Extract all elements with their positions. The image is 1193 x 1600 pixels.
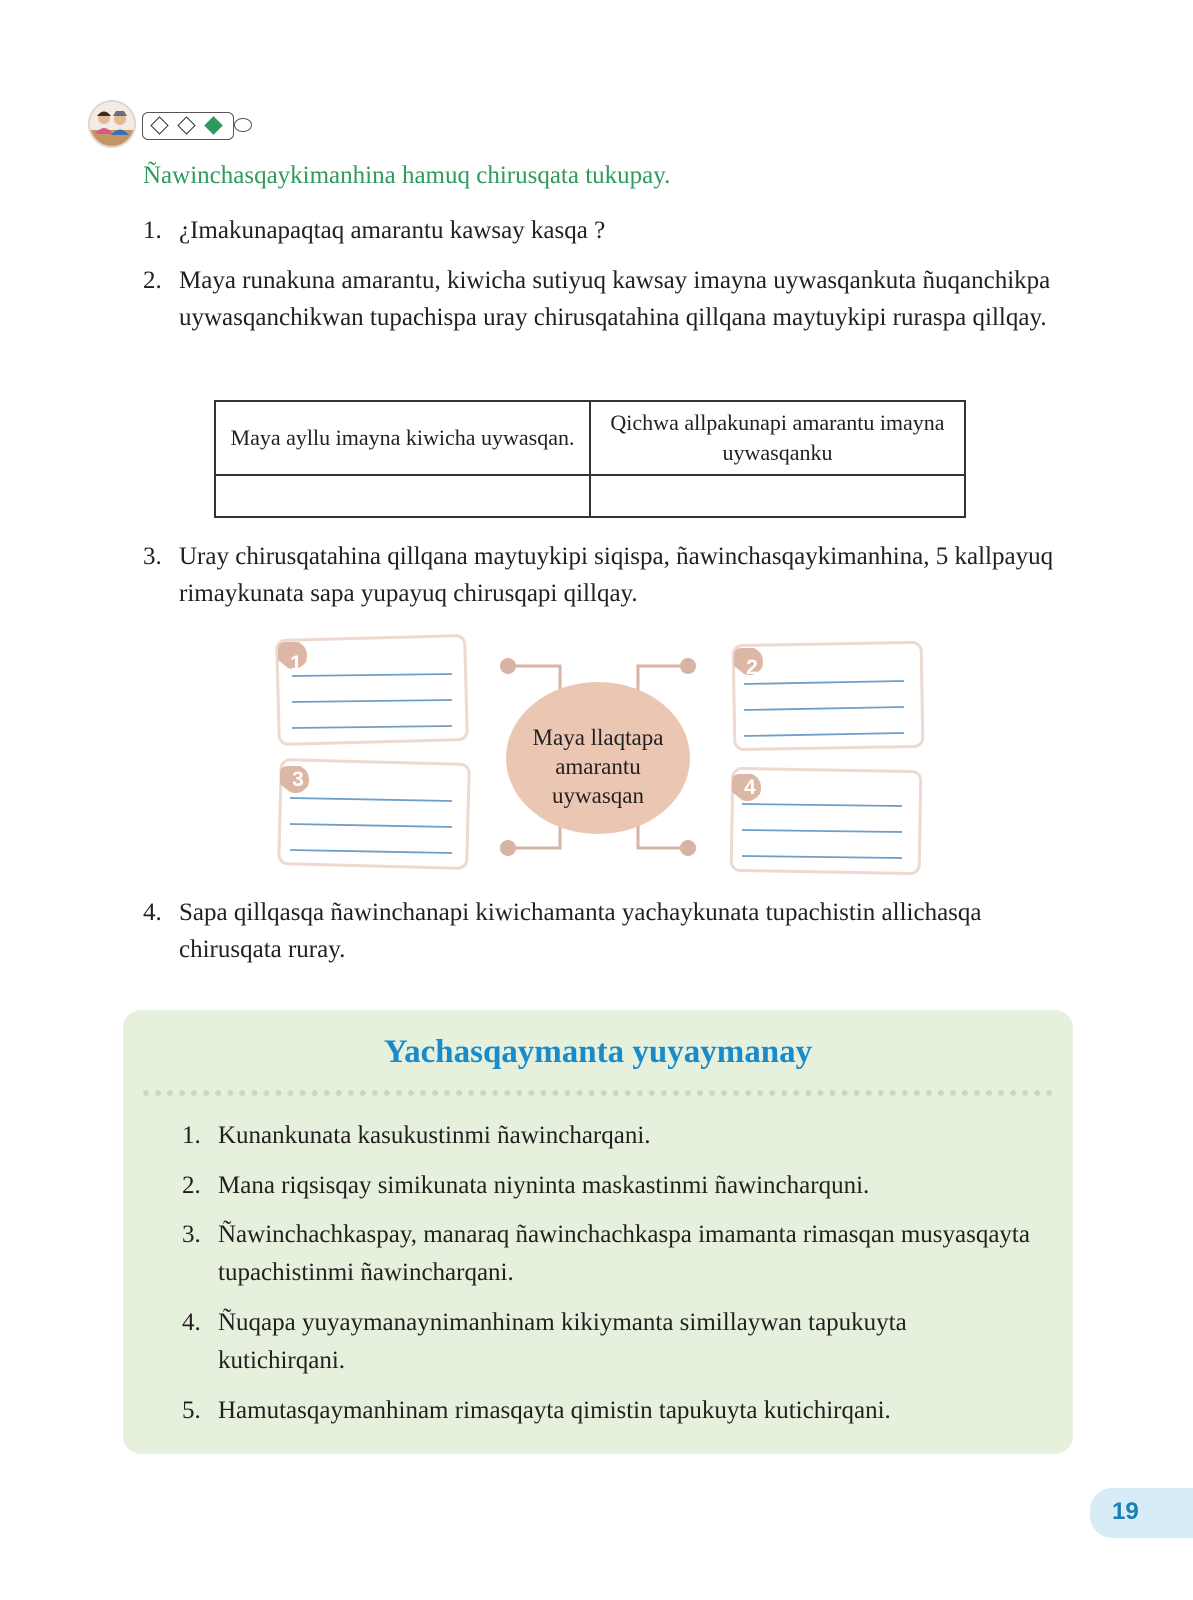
question-number: 4. <box>143 899 162 926</box>
review-title: Yachasqaymanta yuyaymanay <box>383 1034 813 1070</box>
review-number: 2. <box>182 1172 201 1199</box>
box-number: 4 <box>744 776 756 799</box>
center-label-line3: uywasqan <box>552 783 644 808</box>
difficulty-level-tag <box>142 112 234 140</box>
diamond-filled-icon <box>204 116 222 134</box>
review-number: 1. <box>182 1122 201 1149</box>
center-label-line1: Maya llaqtapa <box>532 725 664 750</box>
question-text: Uray chirusqatahina qillqana maytuykipi siqispa, ñawinchasqaykimanhina, 5 kallpayuq rimaykunata sapa yupayuq chirusqapi qillqay. <box>179 543 1054 607</box>
connector-dot <box>680 658 696 674</box>
question-text: Maya runakuna amarantu, kiwicha sutiyuq kawsay imayna uywasqankuta ñuqanchikpa uywasqanchikwan tupachispa uray chirusqatahina qillqana maytuykipi ruraspa qillqay. <box>179 267 1051 331</box>
note-box-1 <box>277 636 468 745</box>
mind-map-diagram <box>270 628 930 884</box>
diamond-empty-icon <box>177 116 195 134</box>
table-header-maya: Maya ayllu imayna kiwicha uywasqan. <box>215 401 590 475</box>
table-cell-empty <box>590 475 965 517</box>
students-avatar-icon <box>88 100 136 148</box>
question-number: 2. <box>143 267 162 294</box>
note-box-4 <box>731 768 921 873</box>
box-number: 3 <box>292 768 304 791</box>
activity-header-icons <box>88 100 268 152</box>
question-text: Sapa qillqasqa ñawinchanapi kiwichamanta yachaykunata tupachistin allichasqa chirusqata ruray. <box>179 899 982 963</box>
table-header-qichwa: Qichwa allpakunapi amarantu imayna uywasqanku <box>590 401 965 475</box>
review-number: 3. <box>182 1221 201 1248</box>
note-box-2 <box>733 642 923 749</box>
page-number-tab <box>1090 1488 1193 1538</box>
tag-string-icon <box>234 118 252 132</box>
dotted-divider <box>143 1090 1053 1096</box>
box-number: 2 <box>746 656 758 679</box>
connector-dot <box>500 658 516 674</box>
box-number: 1 <box>290 652 302 675</box>
table-cell-empty <box>215 475 590 517</box>
question-text: ¿Imakunapaqtaq amarantu kawsay kasqa ? <box>179 217 606 244</box>
review-text: Ñuqapa yuyaymanaynimanhinam kikiymanta simillaywan tapukuyta kutichirqani. <box>218 1309 907 1374</box>
review-text: Hamutasqaymanhinam rimasqayta qimistin tapukuyta kutichirqani. <box>218 1397 891 1424</box>
review-text: Mana riqsisqay simikunata niyninta maskastinmi ñawincharquni. <box>218 1172 870 1199</box>
connector-dot <box>500 840 516 856</box>
self-reflection-box <box>123 1010 1073 1454</box>
page-number: 19 <box>1112 1498 1139 1525</box>
connector-dot <box>680 840 696 856</box>
review-text: Kunankunata kasukustinmi ñawincharqani. <box>218 1122 651 1149</box>
comparison-table <box>214 400 966 518</box>
review-number: 4. <box>182 1309 201 1336</box>
diamond-empty-icon <box>150 116 168 134</box>
review-text: Ñawinchachkaspay, manaraq ñawinchachkaspa imamanta rimasqan musyasqayta tupachistinmi ñawincharqani. <box>218 1221 1030 1286</box>
question-number: 3. <box>143 543 162 570</box>
question-number: 1. <box>143 217 162 244</box>
review-number: 5. <box>182 1397 201 1424</box>
center-label-line2: amarantu <box>555 754 641 779</box>
note-box-3 <box>279 760 470 869</box>
instruction-text: Ñawinchasqaykimanhina hamuq chirusqata tukupay. <box>143 162 671 189</box>
